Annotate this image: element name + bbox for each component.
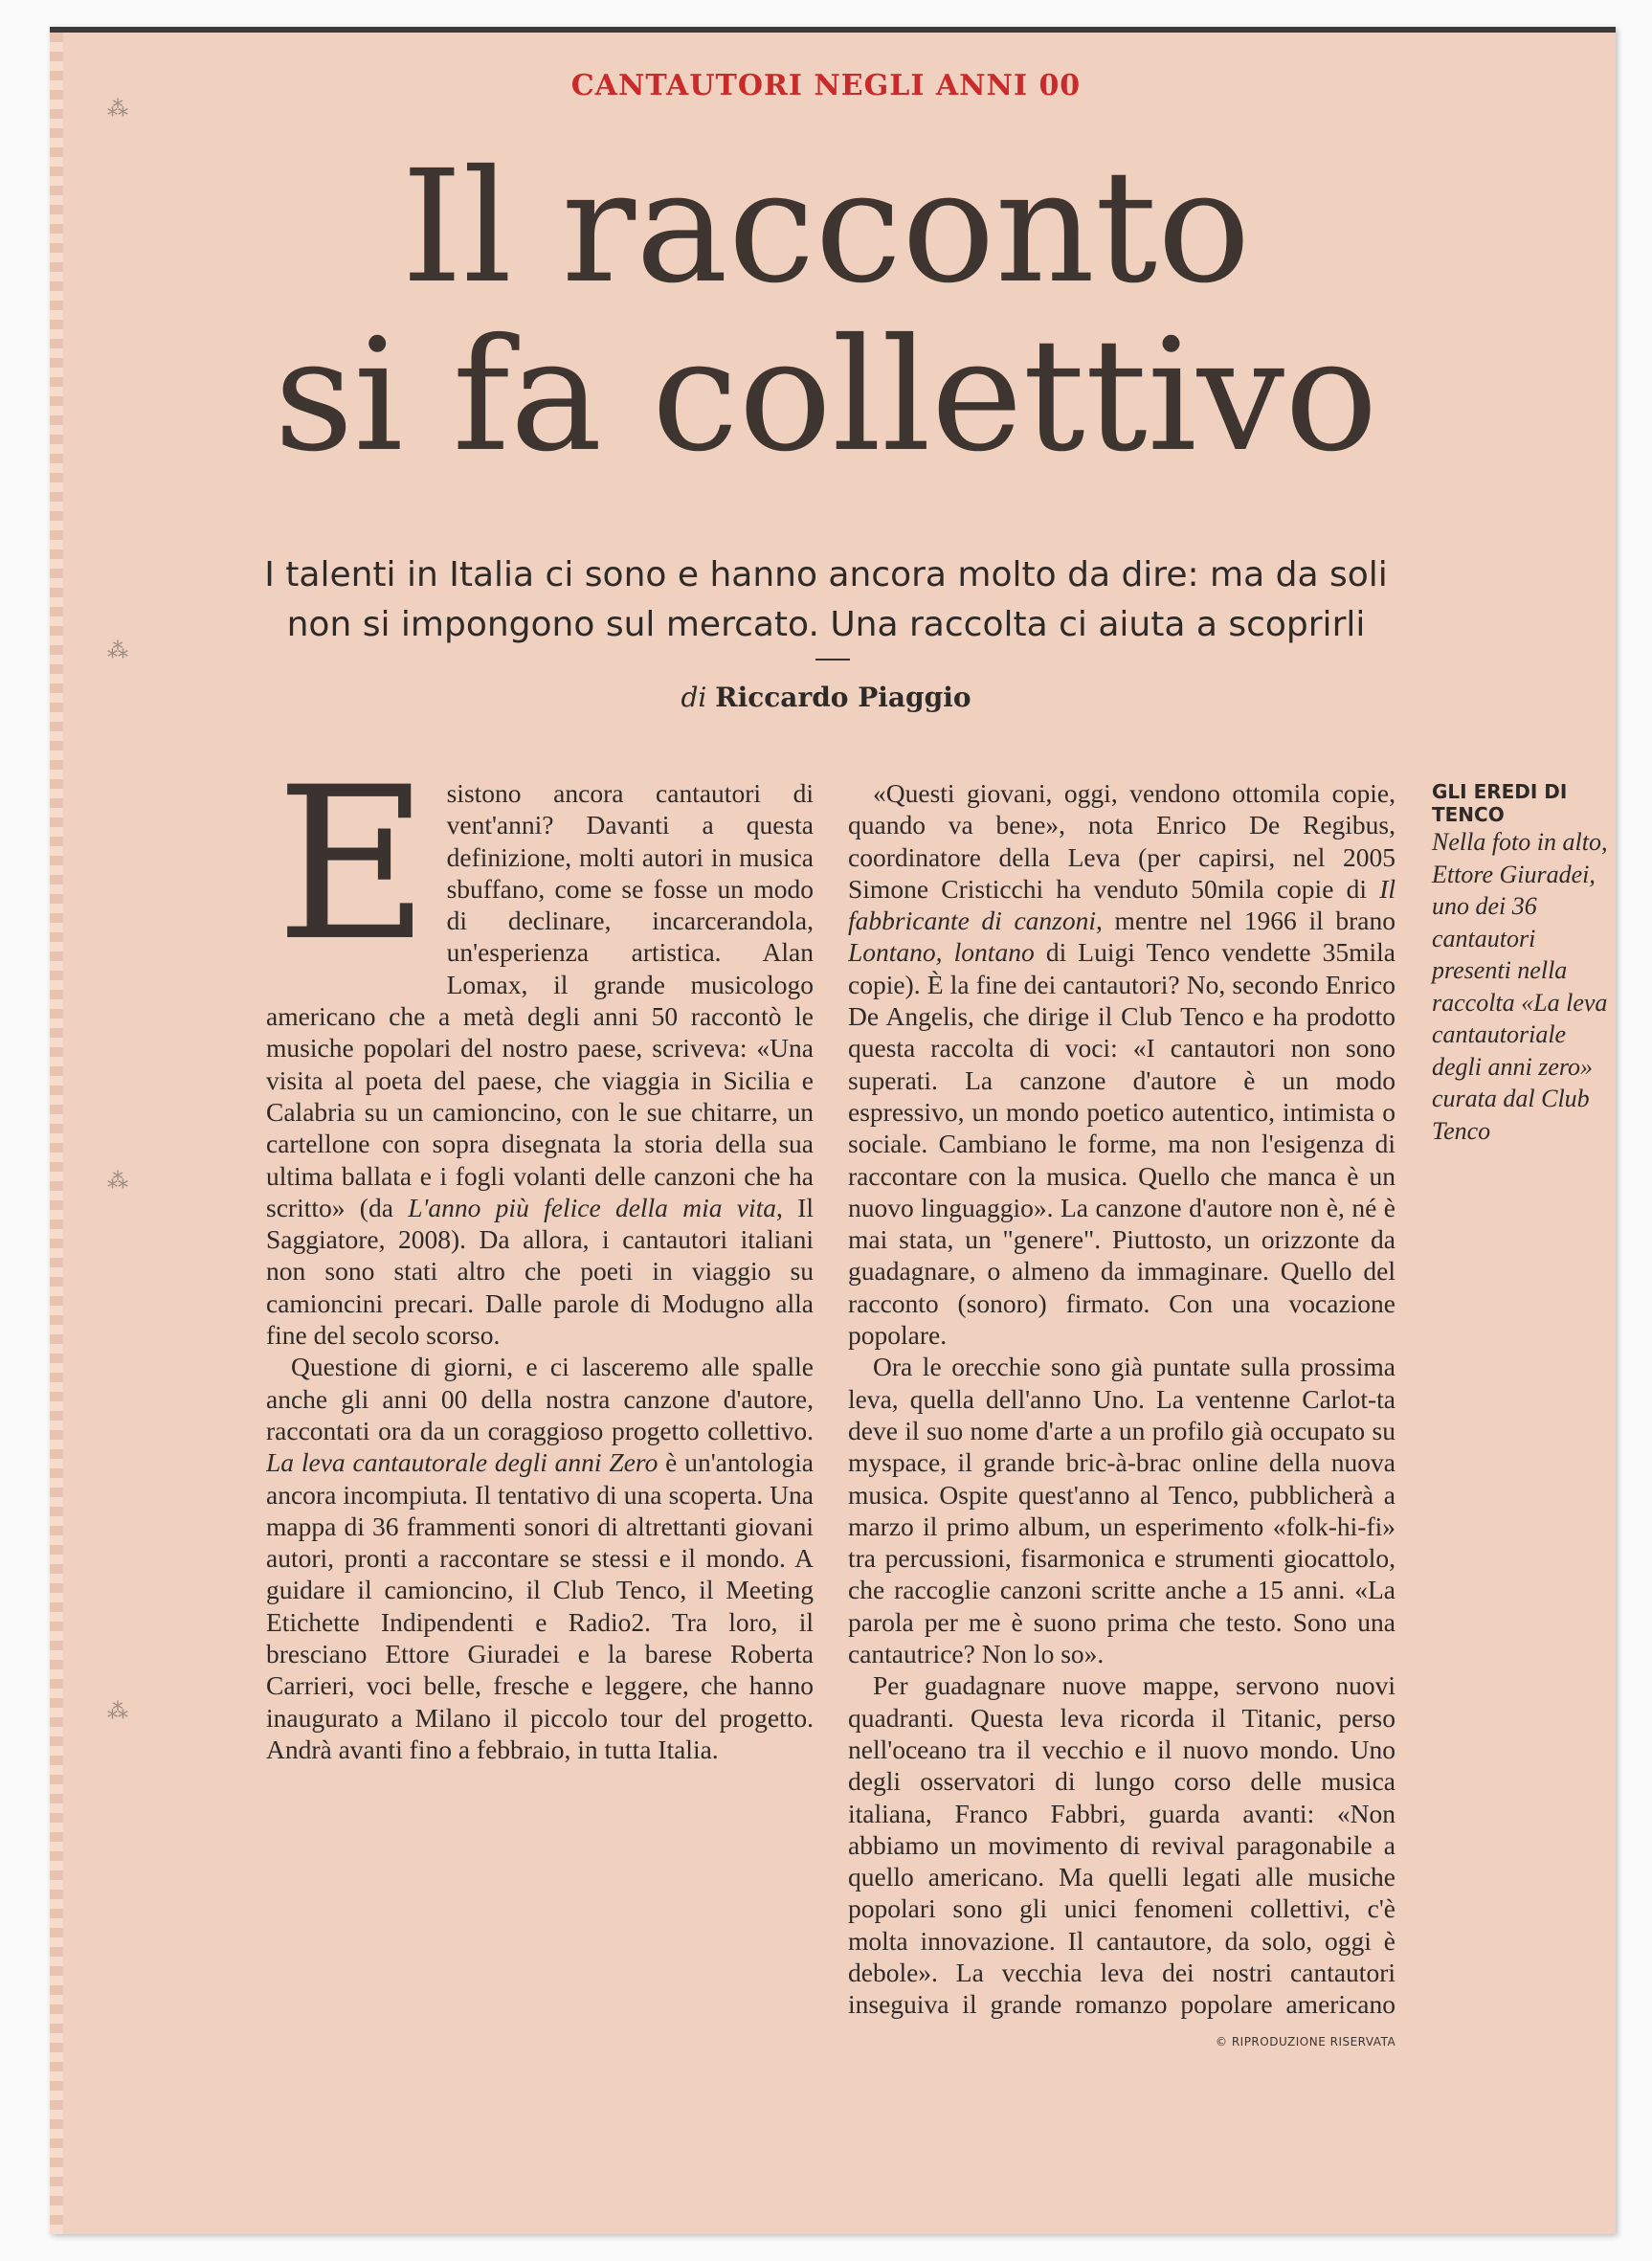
paragraph-text: , Il Saggiatore, 2008). Da allora, i cantautori italiani non sono stati altro che poeti in viaggio su camioncini precari. Dalle parole di Modugno alla fine del secolo scorso.: [266, 1192, 814, 1351]
punch-hole-mark: ⁂: [107, 639, 128, 663]
standfirst-line-1: I talenti in Italia ci sono e hanno ancora molto da dire: ma da soli: [264, 555, 1388, 594]
copyright-notice: © RIPRODUZIONE RISERVATA: [1216, 2035, 1396, 2048]
drop-cap: E: [276, 777, 430, 987]
book-title: L'anno più felice della mia vita: [408, 1192, 777, 1222]
paragraph-text: sistono ancora cantautori di vent'anni? Davanti a questa definizione, molti autori in musica sbuffano, come se fosse un modo di declinare, incarcerandola, un'esperienza artistica. Alan Lomax, il grande musicologo americano che a metà degli anni 50 raccontò le musiche popolari del nostro paese, scriveva: «Una visita al poeta del paese, che viaggia in Sicilia e Calabria su un camioncino, con le sue chitarre, un cartellone con sopra disegnata la storia della sua ultima ballata e i fogli volanti delle canzoni che ha scritto» (da: [266, 778, 814, 1222]
article-paragraph: Per guadagnare nuove mappe, servono nuovi quadranti. Questa leva ricorda il Titanic, perso nell'oceano tra il vecchio e il nuovo mondo. Uno degli osservatori di lungo corso delle musica italiana, Franco Fabbri, guarda avanti: «Non abbiamo un movimento di revival paragonabile a quello americano. Ma quelli legati alle musiche popolari sono gli unici fenomeni collettivi, c'è molta innovazione. Il cantautore, da solo, oggi è debole». La vecchia leva dei nostri cantautori inseguiva il grande romanzo popolare americano: [848, 1670, 1395, 2020]
caption-text: Nella foto in alto, Ettore Giuradei, uno dei 36 cantautori presenti nella raccolta «La leva cantautoriale degli anni zero» curata dal Club Tenco: [1432, 828, 1608, 1145]
byline: [0, 682, 1652, 713]
article-paragraph: [848, 777, 1395, 1351]
album-title: Il fabbricante di canzoni: [848, 873, 1395, 936]
article-column-1: [266, 777, 814, 2044]
byline-author: Riccardo Piaggio: [715, 682, 971, 713]
paragraph-text: , mentre nel 1966 il brano: [1096, 906, 1395, 936]
headline-line-1: Il racconto: [401, 138, 1251, 318]
paragraph-text: è un'antologia ancora incompiuta. Il tentativo di una scoperta. Una mappa di 36 frammenti sonori di altrettanti giovani autori, pronti a raccontare se stessi e il mondo. A guidare il camioncino, il Club Tenco, il Meeting Etichette Indipendenti e Radio2. Tra loro, il bresciano Ettore Giuradei e la barese Roberta Carrieri, voci belle, fresche e leggere, che hanno inaugurato a Milano il piccolo tour del progetto. Andrà avanti fino a febbraio, in tutta Italia.: [266, 1447, 814, 1764]
article-paragraph: Ora le orecchie sono già puntate sulla prossima leva, quella dell'anno Uno. La ventenne Carlot-ta deve il suo nome d'arte a un profilo già occupato su myspace, il grande bric-à-brac online della nuova musica. Ospite quest'anno al Tenco, pubblicherà a marzo il primo album, un esperimento «folk-hi-fi» tra percussioni, fisarmonica e strumenti giocattolo, che raccoglie canzoni scritte anche a 15 anni. «La parola per me è suono prima che testo. Sono una cantautrice? Non lo so».: [848, 1352, 1395, 1669]
paragraph-text: Questione di giorni, e ci lasceremo alle spalle anche gli anni 00 della nostra canzone d'autore, raccontati ora da un coraggioso progetto collettivo.: [266, 1352, 814, 1445]
photo-caption: [1432, 780, 1610, 1147]
paragraph-text: di Luigi Tenco vendette 35mila copie). È la fine dei cantautori? No, secondo Enrico De Angelis, che dirige il Club Tenco e ha prodotto questa raccolta di voci: «I cantautori non sono superati. La canzone d'autore è un modo espressivo, un mondo poetico autentico, intimista o sociale. Cambiano le forme, ma non l'esigenza di raccontare con la musica. Quello che manca è un nuovo linguaggio». La canzone d'autore non è, né è mai stata, un "genere". Piuttosto, un orizzonte da guadagnare, o almeno da immaginare. Quello del racconto (sonoro) firmato. Con una vocazione popolare.: [848, 937, 1395, 1351]
headline: [0, 138, 1652, 486]
article-paragraph: [266, 1351, 814, 1765]
byline-divider: [815, 659, 850, 660]
section-kicker: CANTAUTORI NEGLI ANNI 00: [570, 69, 1082, 102]
headline-line-2: si fa collettivo: [274, 306, 1378, 486]
song-title: Lontano, lontano: [848, 937, 1035, 968]
album-title: La leva cantautorale degli anni Zero: [266, 1447, 659, 1478]
punch-hole-mark: ⁂: [107, 1700, 128, 1724]
standfirst-line-2: non si impongono sul mercato. Una raccolta ci aiuta a scoprirli: [286, 605, 1366, 644]
byline-prefix: di: [681, 682, 707, 713]
caption-title: GLI EREDI DI TENCO: [1432, 780, 1568, 826]
paragraph-text: «Questi giovani, oggi, vendono ottomila copie, quando va bene», nota Enrico De Regibus, coordinatore della Leva (per capirsi, nel 2005 Simone Cristicchi ha venduto 50mila copie di: [848, 778, 1395, 904]
punch-hole-mark: ⁂: [107, 1170, 128, 1194]
punch-hole-mark: ⁂: [107, 98, 128, 122]
standfirst: [0, 550, 1652, 650]
article-column-2: [848, 777, 1395, 2020]
